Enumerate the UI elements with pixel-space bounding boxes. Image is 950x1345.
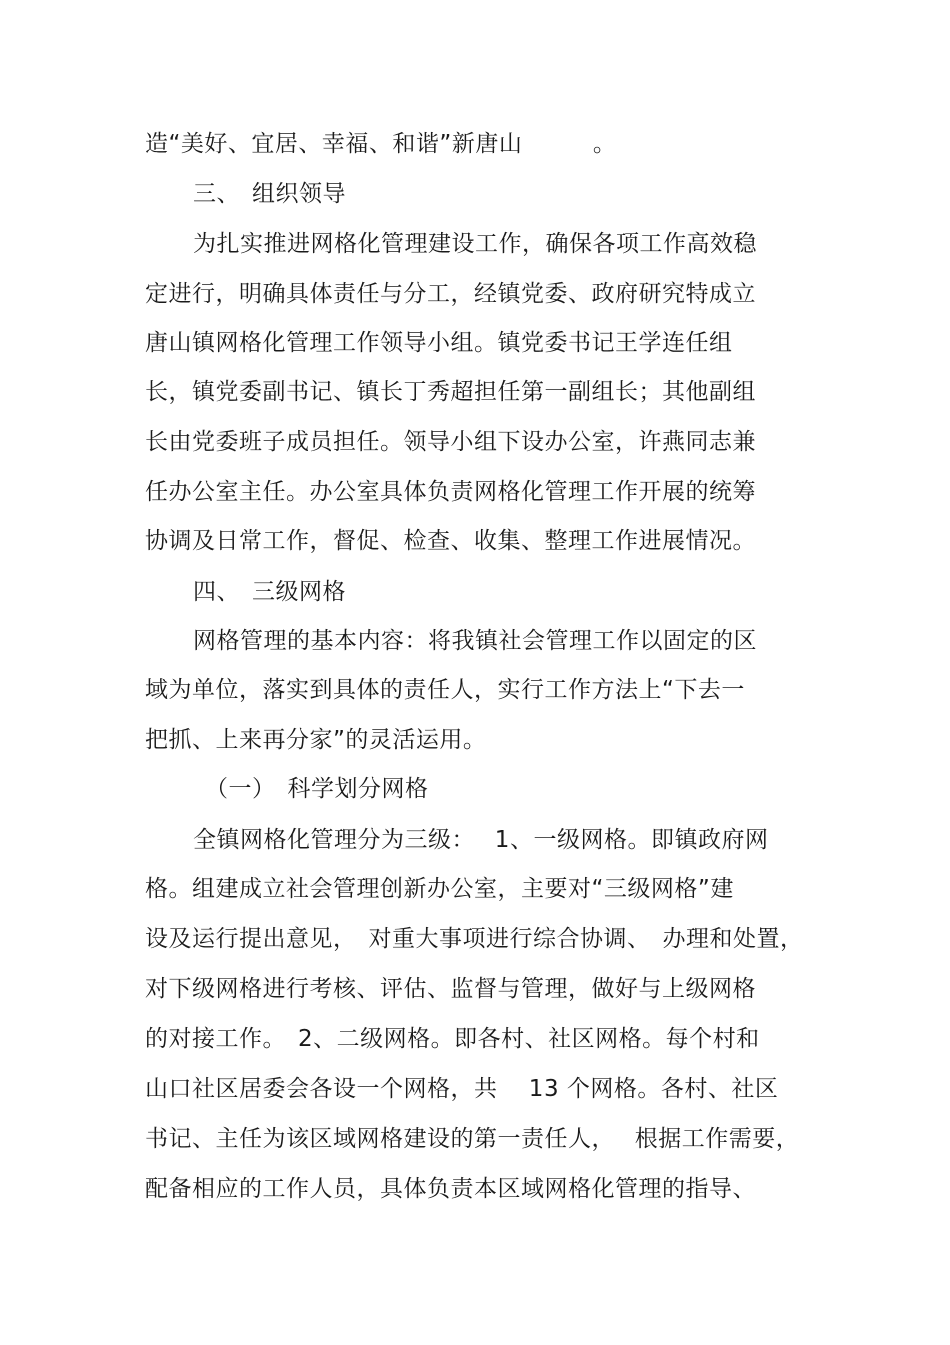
text-line-3: 为扎实推进网格化管理建设工作，确保各项工作高效稳 [193, 231, 757, 257]
text-line-15: 全镇网格化管理分为三级： 1、一级网格。即镇政府网 [193, 827, 769, 853]
text-line-16: 格。组建成立社会管理创新办公室，主要对“三级网格”建 [145, 876, 734, 902]
subsection-heading-grid-division: （一） 科学划分网格 [205, 776, 429, 802]
text-line-11: 网格管理的基本内容：将我镇社会管理工作以固定的区 [193, 628, 757, 654]
text-line-19: 的对接工作。 2、二级网格。即各村、社区网格。每个村和 [145, 1026, 760, 1052]
text-line-13: 把抓、上来再分家”的灵活运用。 [145, 727, 487, 753]
text-line-1: 造“美好、宜居、幸福、和谐”新唐山 。 [145, 131, 617, 157]
text-line-20: 山口社区居委会各设一个网格，共 13 个网格。各村、社区 [145, 1076, 779, 1102]
section-heading-organization: 三、 组织领导 [193, 181, 346, 207]
text-line-12: 域为单位，落实到具体的责任人，实行工作方法上“下去一 [145, 677, 745, 703]
text-line-4: 定进行，明确具体责任与分工，经镇党委、政府研究特成立 [145, 281, 756, 307]
text-line-9: 协调及日常工作，督促、检查、收集、整理工作进展情况。 [145, 528, 756, 554]
text-line-6: 长，镇党委副书记、镇长丁秀超担任第一副组长；其他副组 [145, 379, 756, 405]
text-line-18: 对下级网格进行考核、评估、监督与管理，做好与上级网格 [145, 976, 756, 1002]
text-line-7: 长由党委班子成员担任。领导小组下设办公室，许燕同志兼 [145, 429, 756, 455]
text-line-22: 配备相应的工作人员，具体负责本区域网格化管理的指导、 [145, 1176, 756, 1202]
text-line-8: 任办公室主任。办公室具体负责网格化管理工作开展的统筹 [145, 479, 756, 505]
text-line-17: 设及运行提出意见， 对重大事项进行综合协调、 办理和处置， [145, 926, 804, 952]
section-heading-three-level-grid: 四、 三级网格 [193, 579, 346, 605]
text-line-21: 书记、主任为该区域网格建设的第一责任人， 根据工作需要， [145, 1126, 800, 1152]
text-line-5: 唐山镇网格化管理工作领导小组。镇党委书记王学连任组 [145, 330, 733, 356]
